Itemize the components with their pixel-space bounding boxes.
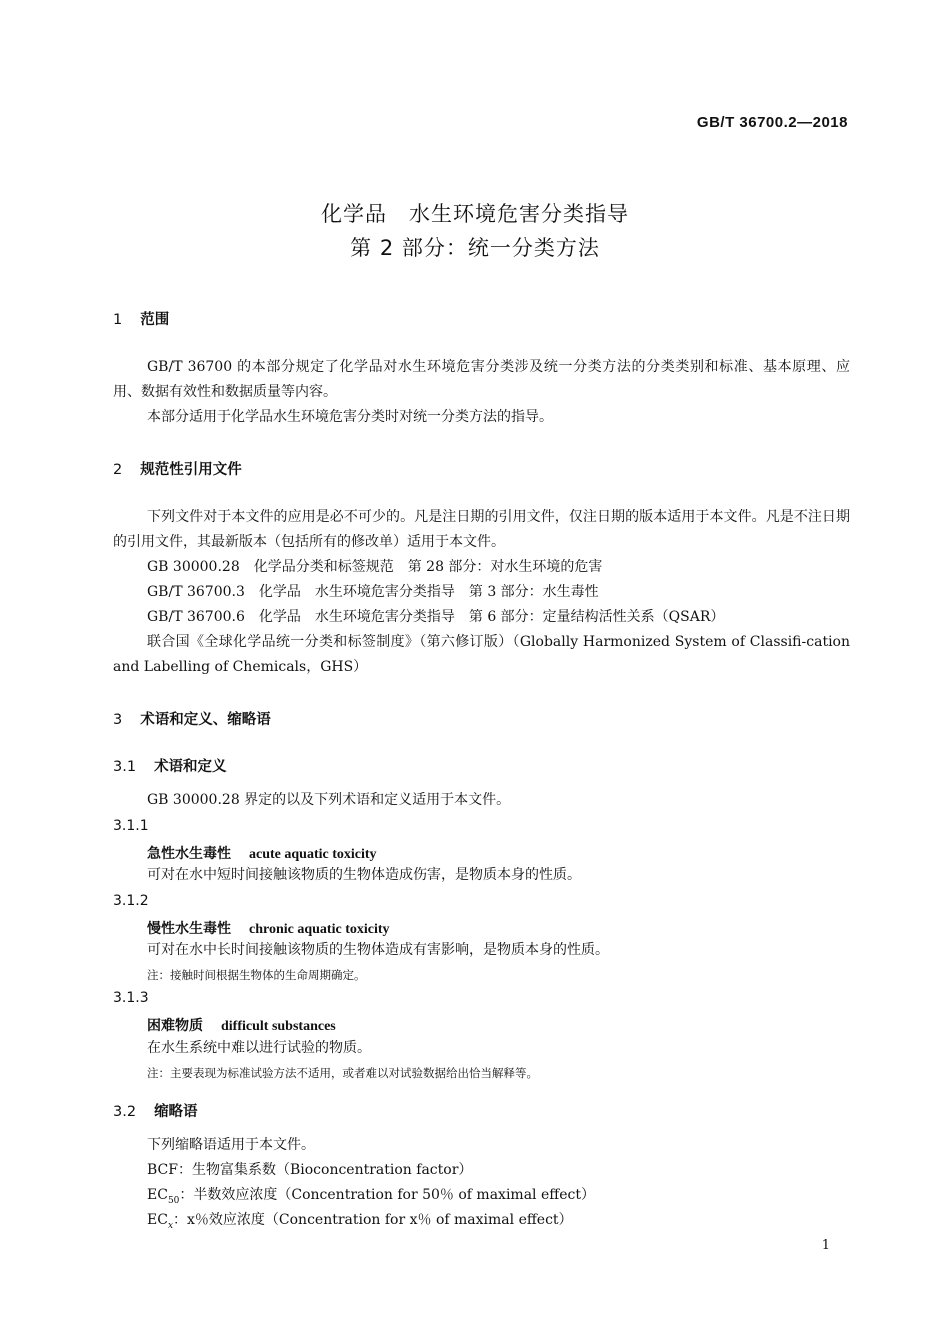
section-number: 3	[113, 712, 123, 728]
section-1-paragraph-1: GB/T 36700 的本部分规定了化学品对水生环境危害分类涉及统一分类方法的分类类别和标准、基本原理、应用、数据有效性和数据质量等内容。	[113, 359, 850, 400]
term-en: chronic aquatic toxicity	[249, 922, 390, 937]
term-name	[147, 843, 377, 863]
section-3-1-intro: GB 30000.28 界定的以及下列术语和定义适用于本文件。	[147, 792, 511, 808]
abbreviation-definition: ：半数效应浓度（Concentration for 50％ of maximal effect）	[179, 1187, 595, 1203]
abbreviation-term: EC	[147, 1187, 168, 1203]
standard-number: GB/T 36700.2—2018	[696, 114, 848, 131]
term-definition: 可对在水中长时间接触该物质的生物体造成有害影响，是物质本身的性质。	[147, 942, 609, 958]
section-3-heading	[113, 708, 271, 729]
page-number: 1	[821, 1238, 830, 1253]
section-title: 规范性引用文件	[140, 462, 242, 478]
abbreviation-term: EC	[147, 1212, 168, 1228]
term-name	[147, 918, 390, 938]
abbreviation-item	[147, 1208, 850, 1239]
term-en: acute aquatic toxicity	[249, 847, 377, 862]
abbreviations-intro: 下列缩略语适用于本文件。	[147, 1137, 315, 1153]
section-number: 1	[113, 312, 123, 328]
section-1-paragraph-2: 本部分适用于化学品水生环境危害分类时对统一分类方法的指导。	[147, 409, 553, 425]
term-number: 3.1.2	[113, 893, 149, 909]
section-1-heading	[113, 308, 169, 329]
normative-reference-ghs: 联合国《全球化学品统一分类和标签制度》（第六修订版）（Globally Harmonized System of Classifi-cation and Labelling of Chemicals，GHS）	[113, 634, 850, 675]
abbreviation-subscript: 50	[167, 1195, 180, 1206]
section-title: 范围	[140, 312, 170, 328]
section-title: 术语和定义	[154, 759, 227, 775]
term-zh: 慢性水生毒性	[147, 921, 231, 937]
term-note: 注：主要表现为标准试验方法不适用，或者难以对试验数据给出恰当解释等。	[147, 1066, 538, 1080]
term-note: 注：接触时间根据生物体的生命周期确定。	[147, 968, 366, 982]
section-3-1-heading	[113, 755, 227, 776]
section-number: 3.1	[113, 759, 137, 775]
section-number: 2	[113, 462, 123, 478]
section-3-2-heading	[113, 1100, 198, 1121]
normative-reference: GB 30000.28 化学品分类和标签规范 第 28 部分：对水生环境的危害	[147, 559, 603, 575]
section-title: 缩略语	[154, 1104, 198, 1120]
term-number: 3.1.1	[113, 818, 149, 834]
abbreviation-definition: ：生物富集系数（Bioconcentration factor）	[177, 1162, 473, 1178]
term-number: 3.1.3	[113, 990, 149, 1006]
term-zh: 困难物质	[147, 1018, 203, 1034]
term-definition: 在水生系统中难以进行试验的物质。	[147, 1040, 371, 1056]
normative-reference: GB/T 36700.6 化学品 水生环境危害分类指导 第 6 部分：定量结构活性关系（QSAR）	[147, 609, 725, 625]
normative-reference: GB/T 36700.3 化学品 水生环境危害分类指导 第 3 部分：水生毒性	[147, 584, 599, 600]
term-definition: 可对在水中短时间接触该物质的生物体造成伤害，是物质本身的性质。	[147, 867, 581, 883]
document-title-line1: 化学品 水生环境危害分类指导	[321, 202, 629, 226]
section-number: 3.2	[113, 1104, 137, 1120]
section-2-heading	[113, 458, 242, 479]
term-zh: 急性水生毒性	[147, 846, 231, 862]
abbreviation-definition: ：x％效应浓度（Concentration for x％ of maximal effect）	[173, 1212, 573, 1228]
abbreviation-subscript: x	[167, 1220, 174, 1231]
section-title: 术语和定义、缩略语	[140, 712, 271, 728]
section-2-paragraph-1: 下列文件对于本文件的应用是必不可少的。凡是注日期的引用文件，仅注日期的版本适用于本文件。凡是不注日期的引用文件，其最新版本（包括所有的修改单）适用于本文件。	[113, 509, 850, 550]
term-en: difficult substances	[221, 1019, 336, 1034]
abbreviation-term: BCF	[147, 1162, 178, 1178]
term-name	[147, 1015, 336, 1035]
document-title-line2: 第 2 部分：统一分类方法	[350, 236, 600, 260]
